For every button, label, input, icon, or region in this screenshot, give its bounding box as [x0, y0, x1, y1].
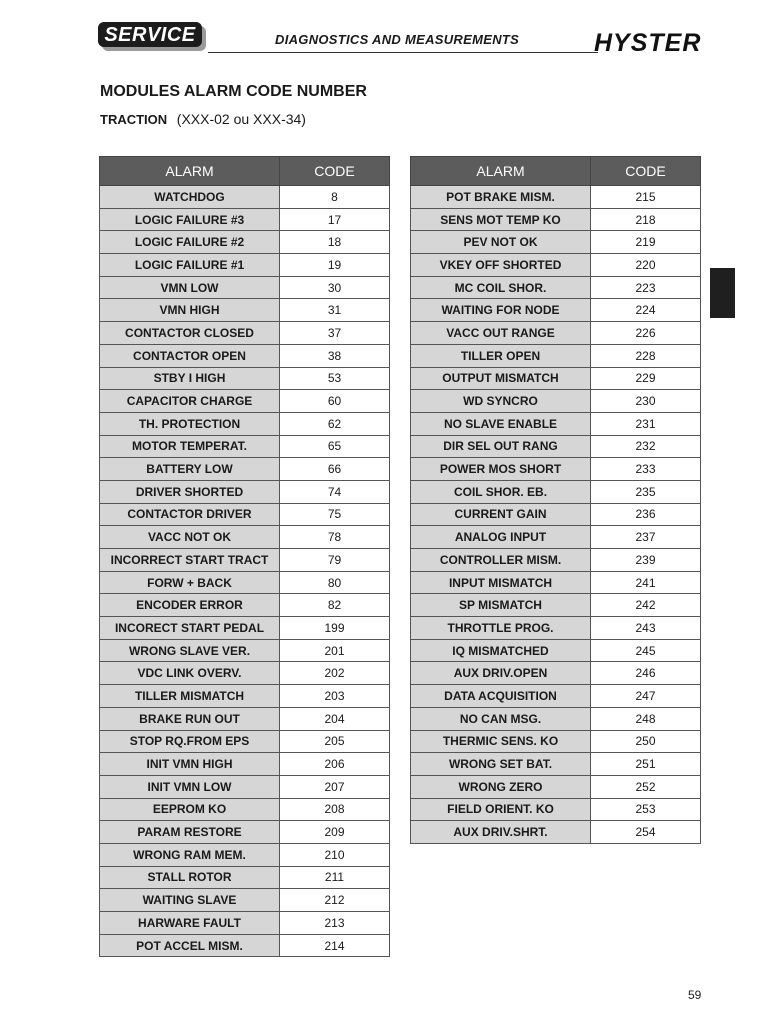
alarm-name-cell: DIR SEL OUT RANG [411, 435, 591, 458]
alarm-code-cell: 213 [280, 912, 390, 935]
alarm-code-cell: 201 [280, 639, 390, 662]
table-row [411, 639, 701, 662]
alarm-name-cell: VKEY OFF SHORTED [411, 254, 591, 277]
alarm-code-cell: 37 [280, 322, 390, 345]
alarm-name-cell: AUX DRIV.OPEN [411, 662, 591, 685]
alarm-name-cell: NO CAN MSG. [411, 707, 591, 730]
alarm-name-cell: NO SLAVE ENABLE [411, 412, 591, 435]
alarm-code-cell: 243 [591, 617, 701, 640]
alarm-code-cell: 38 [280, 344, 390, 367]
table-row [411, 186, 701, 209]
alarm-name-cell: STALL ROTOR [100, 866, 280, 889]
page-number: 59 [688, 988, 702, 1002]
alarm-name-cell: SP MISMATCH [411, 594, 591, 617]
page-title: MODULES ALARM CODE NUMBER [100, 83, 367, 100]
table-row [411, 208, 701, 231]
alarm-code-cell: 75 [280, 503, 390, 526]
table-row [411, 594, 701, 617]
table-row [411, 480, 701, 503]
alarm-code-cell: 233 [591, 458, 701, 481]
table-row [100, 344, 390, 367]
alarm-code-cell: 226 [591, 322, 701, 345]
alarm-code-cell: 65 [280, 435, 390, 458]
alarm-name-cell: INCORECT START PEDAL [100, 617, 280, 640]
alarm-code-cell: 253 [591, 798, 701, 821]
table-header-row [411, 157, 701, 186]
alarm-code-cell: 66 [280, 458, 390, 481]
alarm-code-cell: 241 [591, 571, 701, 594]
alarm-name-cell: WD SYNCRO [411, 390, 591, 413]
alarm-code-cell: 82 [280, 594, 390, 617]
alarm-name-cell: CURRENT GAIN [411, 503, 591, 526]
table-row [411, 344, 701, 367]
alarm-name-cell: OUTPUT MISMATCH [411, 367, 591, 390]
table-row [411, 571, 701, 594]
table-row [100, 480, 390, 503]
table-row [411, 299, 701, 322]
table-row [100, 208, 390, 231]
table-row [411, 707, 701, 730]
alarm-code-cell: 19 [280, 254, 390, 277]
alarm-name-cell: CONTACTOR OPEN [100, 344, 280, 367]
alarm-name-cell: VDC LINK OVERV. [100, 662, 280, 685]
table-row [411, 526, 701, 549]
alarm-name-cell: CONTROLLER MISM. [411, 549, 591, 572]
alarm-code-cell: 199 [280, 617, 390, 640]
alarm-code-cell: 210 [280, 843, 390, 866]
alarm-name-cell: TILLER OPEN [411, 344, 591, 367]
alarm-name-cell: WRONG RAM MEM. [100, 843, 280, 866]
header-title: DIAGNOSTICS AND MEASUREMENTS [275, 32, 520, 47]
alarm-name-cell: DATA ACQUISITION [411, 685, 591, 708]
table-row [100, 617, 390, 640]
table-row [100, 186, 390, 209]
alarm-code-cell: 242 [591, 594, 701, 617]
table-row [411, 367, 701, 390]
alarm-name-cell: PARAM RESTORE [100, 821, 280, 844]
section-tab-marker [710, 268, 735, 318]
alarm-code-cell: 229 [591, 367, 701, 390]
alarm-name-cell: LOGIC FAILURE #2 [100, 231, 280, 254]
alarm-code-cell: 209 [280, 821, 390, 844]
alarm-code-cell: 30 [280, 276, 390, 299]
alarm-name-cell: TH. PROTECTION [100, 412, 280, 435]
alarm-name-cell: DRIVER SHORTED [100, 480, 280, 503]
alarm-name-cell: MC COIL SHOR. [411, 276, 591, 299]
alarm-name-cell: WRONG SET BAT. [411, 753, 591, 776]
alarm-name-cell: AUX DRIV.SHRT. [411, 821, 591, 844]
table-row [100, 367, 390, 390]
table-row [411, 685, 701, 708]
alarm-name-cell: WAITING FOR NODE [411, 299, 591, 322]
alarm-code-cell: 203 [280, 685, 390, 708]
column-header-code: CODE [591, 157, 701, 186]
alarm-code-cell: 224 [591, 299, 701, 322]
alarm-code-cell: 204 [280, 707, 390, 730]
subtitle [100, 111, 306, 127]
alarm-code-cell: 220 [591, 254, 701, 277]
alarm-code-cell: 230 [591, 390, 701, 413]
alarm-code-cell: 17 [280, 208, 390, 231]
table-row [100, 775, 390, 798]
alarm-name-cell: POT ACCEL MISM. [100, 934, 280, 957]
table-row [100, 526, 390, 549]
alarm-code-cell: 250 [591, 730, 701, 753]
table-row [100, 685, 390, 708]
alarm-name-cell: THERMIC SENS. KO [411, 730, 591, 753]
alarm-name-cell: FIELD ORIENT. KO [411, 798, 591, 821]
alarm-code-cell: 248 [591, 707, 701, 730]
alarm-code-cell: 80 [280, 571, 390, 594]
table-row [100, 753, 390, 776]
alarm-code-cell: 212 [280, 889, 390, 912]
table-row [411, 254, 701, 277]
column-header-alarm: ALARM [411, 157, 591, 186]
alarm-code-cell: 236 [591, 503, 701, 526]
alarm-table-right [410, 156, 701, 844]
table-row [100, 412, 390, 435]
subtitle-label: TRACTION [100, 112, 168, 127]
table-row [411, 798, 701, 821]
table-row [411, 821, 701, 844]
table-row [100, 662, 390, 685]
alarm-code-cell: 228 [591, 344, 701, 367]
alarm-name-cell: POT BRAKE MISM. [411, 186, 591, 209]
alarm-code-cell: 252 [591, 775, 701, 798]
alarm-code-cell: 8 [280, 186, 390, 209]
table-row [411, 730, 701, 753]
alarm-name-cell: CONTACTOR CLOSED [100, 322, 280, 345]
alarm-name-cell: STBY I HIGH [100, 367, 280, 390]
alarm-table-left [99, 156, 390, 957]
table-row [100, 821, 390, 844]
table-row [100, 889, 390, 912]
alarm-name-cell: VMN HIGH [100, 299, 280, 322]
alarm-name-cell: COIL SHOR. EB. [411, 480, 591, 503]
alarm-name-cell: WRONG SLAVE VER. [100, 639, 280, 662]
alarm-name-cell: INCORRECT START TRACT [100, 549, 280, 572]
table-row [100, 912, 390, 935]
column-header-alarm: ALARM [100, 157, 280, 186]
alarm-code-cell: 208 [280, 798, 390, 821]
alarm-name-cell: SENS MOT TEMP KO [411, 208, 591, 231]
alarm-code-cell: 237 [591, 526, 701, 549]
alarm-name-cell: VMN LOW [100, 276, 280, 299]
alarm-code-cell: 207 [280, 775, 390, 798]
alarm-name-cell: EEPROM KO [100, 798, 280, 821]
subtitle-note: (XXX-02 ou XXX-34) [176, 111, 306, 127]
alarm-code-cell: 235 [591, 480, 701, 503]
table-row [100, 843, 390, 866]
alarm-code-cell: 246 [591, 662, 701, 685]
table-row [411, 458, 701, 481]
alarm-code-cell: 215 [591, 186, 701, 209]
alarm-name-cell: WRONG ZERO [411, 775, 591, 798]
alarm-code-cell: 78 [280, 526, 390, 549]
alarm-name-cell: FORW + BACK [100, 571, 280, 594]
alarm-code-cell: 219 [591, 231, 701, 254]
alarm-code-cell: 218 [591, 208, 701, 231]
alarm-name-cell: VACC NOT OK [100, 526, 280, 549]
alarm-name-cell: STOP RQ.FROM EPS [100, 730, 280, 753]
table-row [411, 412, 701, 435]
alarm-name-cell: CAPACITOR CHARGE [100, 390, 280, 413]
header-divider [208, 52, 598, 53]
table-row [411, 617, 701, 640]
table-row [100, 866, 390, 889]
alarm-code-cell: 60 [280, 390, 390, 413]
table-row [100, 707, 390, 730]
table-row [411, 322, 701, 345]
table-row [100, 254, 390, 277]
alarm-name-cell: IQ MISMATCHED [411, 639, 591, 662]
alarm-name-cell: INIT VMN LOW [100, 775, 280, 798]
table-row [100, 276, 390, 299]
table-row [411, 435, 701, 458]
alarm-code-cell: 232 [591, 435, 701, 458]
alarm-code-cell: 205 [280, 730, 390, 753]
alarm-code-cell: 231 [591, 412, 701, 435]
alarm-name-cell: MOTOR TEMPERAT. [100, 435, 280, 458]
alarm-code-cell: 79 [280, 549, 390, 572]
table-row [100, 549, 390, 572]
alarm-name-cell: ANALOG INPUT [411, 526, 591, 549]
alarm-code-cell: 53 [280, 367, 390, 390]
alarm-code-cell: 211 [280, 866, 390, 889]
alarm-code-cell: 74 [280, 480, 390, 503]
alarm-code-cell: 206 [280, 753, 390, 776]
table-row [100, 594, 390, 617]
alarm-table-left-body [100, 186, 390, 957]
alarm-name-cell: INPUT MISMATCH [411, 571, 591, 594]
alarm-code-cell: 31 [280, 299, 390, 322]
alarm-name-cell: THROTTLE PROG. [411, 617, 591, 640]
table-row [100, 798, 390, 821]
brand-logo: HYSTER [594, 29, 702, 57]
alarm-name-cell: CONTACTOR DRIVER [100, 503, 280, 526]
table-row [100, 322, 390, 345]
alarm-name-cell: ENCODER ERROR [100, 594, 280, 617]
table-row [100, 934, 390, 957]
alarm-table-right-body [411, 186, 701, 844]
alarm-code-cell: 223 [591, 276, 701, 299]
table-row [411, 390, 701, 413]
alarm-code-cell: 202 [280, 662, 390, 685]
table-header-row [100, 157, 390, 186]
alarm-name-cell: INIT VMN HIGH [100, 753, 280, 776]
alarm-name-cell: HARWARE FAULT [100, 912, 280, 935]
table-row [100, 390, 390, 413]
alarm-name-cell: WATCHDOG [100, 186, 280, 209]
alarm-name-cell: TILLER MISMATCH [100, 685, 280, 708]
table-row [411, 753, 701, 776]
table-row [411, 231, 701, 254]
service-badge [98, 22, 208, 50]
alarm-code-cell: 251 [591, 753, 701, 776]
alarm-code-cell: 245 [591, 639, 701, 662]
alarm-name-cell: BATTERY LOW [100, 458, 280, 481]
table-row [100, 639, 390, 662]
alarm-name-cell: WAITING SLAVE [100, 889, 280, 912]
column-header-code: CODE [280, 157, 390, 186]
alarm-code-cell: 247 [591, 685, 701, 708]
alarm-code-cell: 239 [591, 549, 701, 572]
table-row [100, 730, 390, 753]
table-row [100, 435, 390, 458]
service-badge-label: SERVICE [104, 24, 196, 46]
table-row [100, 299, 390, 322]
table-row [411, 775, 701, 798]
alarm-name-cell: POWER MOS SHORT [411, 458, 591, 481]
table-row [411, 549, 701, 572]
alarm-name-cell: LOGIC FAILURE #1 [100, 254, 280, 277]
table-row [100, 503, 390, 526]
table-row [100, 458, 390, 481]
alarm-code-cell: 214 [280, 934, 390, 957]
table-row [411, 662, 701, 685]
alarm-name-cell: PEV NOT OK [411, 231, 591, 254]
table-row [411, 503, 701, 526]
table-row [411, 276, 701, 299]
alarm-code-cell: 254 [591, 821, 701, 844]
alarm-code-cell: 18 [280, 231, 390, 254]
alarm-name-cell: VACC OUT RANGE [411, 322, 591, 345]
alarm-name-cell: BRAKE RUN OUT [100, 707, 280, 730]
table-row [100, 231, 390, 254]
alarm-code-cell: 62 [280, 412, 390, 435]
table-row [100, 571, 390, 594]
alarm-name-cell: LOGIC FAILURE #3 [100, 208, 280, 231]
